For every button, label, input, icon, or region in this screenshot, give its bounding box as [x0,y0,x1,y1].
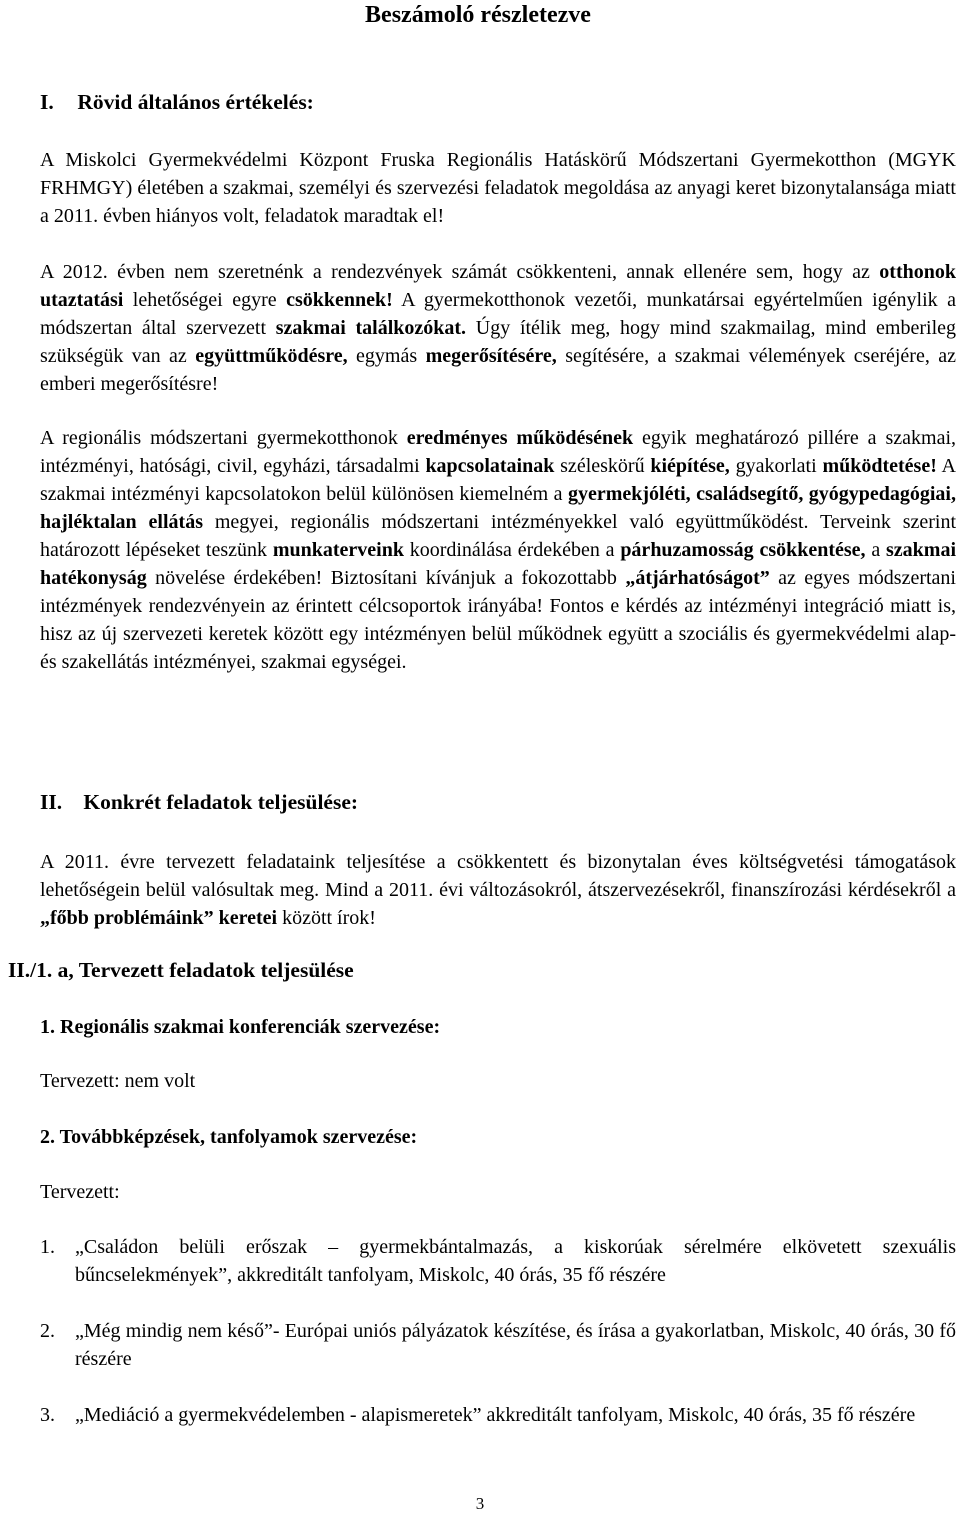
list-item-text: „Még mindig nem késő”- Európai uniós pályázatok készítése, és írása a gyakorlatban, Miskolc, 40 órás, 30 fő részére [75,1320,956,1370]
bold-run: otthonok utaztatási [40,261,956,311]
section-1-heading [40,90,314,115]
section-1-paragraph-3 [40,424,956,676]
bold-run: szakmai hatékonyság [40,539,957,589]
text-run: gyakorlati [729,455,823,477]
bold-run: kiépítése, [650,455,730,477]
subsection-2-heading: 2. Továbbképzések, tanfolyamok szervezése: [40,1126,418,1148]
page-title: Beszámoló részletezve [365,2,591,28]
list-item-number: 3. [40,1404,55,1426]
section-2-title: Konkrét feladatok teljesülése: [83,790,359,814]
text-run: megyei, regionális módszertani intézményekkel való együttműködést. Terveink szerint határozott lépéseket teszünk [40,511,956,561]
bold-run: eredményes működésének [406,427,634,449]
list-item-text: „Családon belüli erőszak – gyermekbántalmazás, a kiskorúak sérelmére elkövetett szexuális bűncselekmények”, akkreditált tanfolyam, Miskolc, 40 órás, 35 fő részére [75,1236,956,1286]
bold-run: megerősítésére, [425,345,557,367]
section-1-paragraph-2 [40,258,956,398]
text-run: Úgy ítélik meg, hogy mind szakmailag, mind emberileg szükségük van az [40,317,956,367]
list-item-number: 1. [40,1236,55,1258]
bold-run: kapcsolatainak [425,455,555,477]
text-run: egyik meghatározó pillére a szakmai, intézményi, hatósági, civil, egyházi, társadalmi [40,427,956,477]
text-run: A 2012. évben nem szeretnénk a rendezvények számát csökkenteni, annak ellenére sem, hogy az [40,261,880,283]
text-run: növelése érdekében! Biztosítani kívánjuk a fokozottabb [146,567,626,589]
bold-run: szakmai találkozókat. [275,317,467,339]
subsection-1-text: Tervezett: nem volt [40,1070,196,1092]
subsection-1-heading: 1. Regionális szakmai konferenciák szervezése: [40,1016,441,1038]
bold-run: párhuzamosság csökkentése, [620,539,866,561]
section-2-paragraph-1 [40,848,956,932]
bold-run: munkaterveink [272,539,404,561]
section-2-number: II. [40,790,63,814]
text-run: A gyermekotthonok vezetői, munkatársai egyértelműen igénylik a módszertan által szervezett [40,289,956,339]
text-run: A 2011. évre tervezett feladataink teljesítése a csökkentett és bizonytalan éves költségvetési támogatások lehetőségein belül valósultak meg. Mind a 2011. évi változásokról, átszervezésekről, finanszírozási kérdésekről a [40,851,956,901]
text-run: A regionális módszertani gyermekotthonok [40,427,407,449]
bold-run: működtetése! [822,455,937,477]
text-run: a [865,539,887,561]
bold-run: gyermekjóléti, családsegítő, gyógypedagógiai, hajléktalan ellátás [40,483,956,533]
section-2-1-heading: II./1. a, Tervezett feladatok teljesülése [8,958,354,982]
section-1-title: Rövid általános értékelés: [77,90,314,114]
text-run: között írok! [277,907,376,929]
bold-run: együttműködésre, [195,345,348,367]
list-item-text: „Mediáció a gyermekvédelemben - alapismeretek” akkreditált tanfolyam, Miskolc, 40 órás, 35 fő részére [75,1404,916,1426]
bold-run: „főbb problémáink” keretei [40,907,278,929]
section-1-paragraph-1: A Miskolci Gyermekvédelmi Központ Fruska Regionális Hatáskörű Módszertani Gyermekotthon (MGYK FRHMGY) életében a szakmai, személyi és szervezési feladatok megoldása az anyagi keret bizonytalansága miatt a 2011. évben hiányos volt, feladatok maradtak el! [40,149,956,227]
bold-run: „átjárhatóságot” [625,567,770,589]
bold-run: csökkennek! [286,289,393,311]
section-2-heading [40,790,358,815]
text-run: az egyes módszertani intézmények rendezvényein az érintett célcsoportok irányába! Fontos e kérdés az intézményi integráció miatt is, hisz az új szervezeti keretek között egy intézményen belül működnek együtt a szociális és gyermekvédelmi alap- és szakellátás intézményei, szakmai egységei. [40,567,956,673]
text-run: A szakmai intézményi kapcsolatokon belül különösen kiemelném a [40,455,956,505]
text-run: széleskörű [554,455,651,477]
page-number: 3 [475,1494,485,1513]
text-run: koordinálása érdekében a [403,539,621,561]
subsection-2-text: Tervezett: [40,1181,120,1203]
text-run: segítésére, a szakmai vélemények cseréjére, az emberi megerősítésre! [40,345,956,395]
list-item-number: 2. [40,1320,55,1342]
text-run: lehetőségei egyre [123,289,287,311]
text-run: egymás [347,345,426,367]
section-1-number: I. [40,90,54,114]
